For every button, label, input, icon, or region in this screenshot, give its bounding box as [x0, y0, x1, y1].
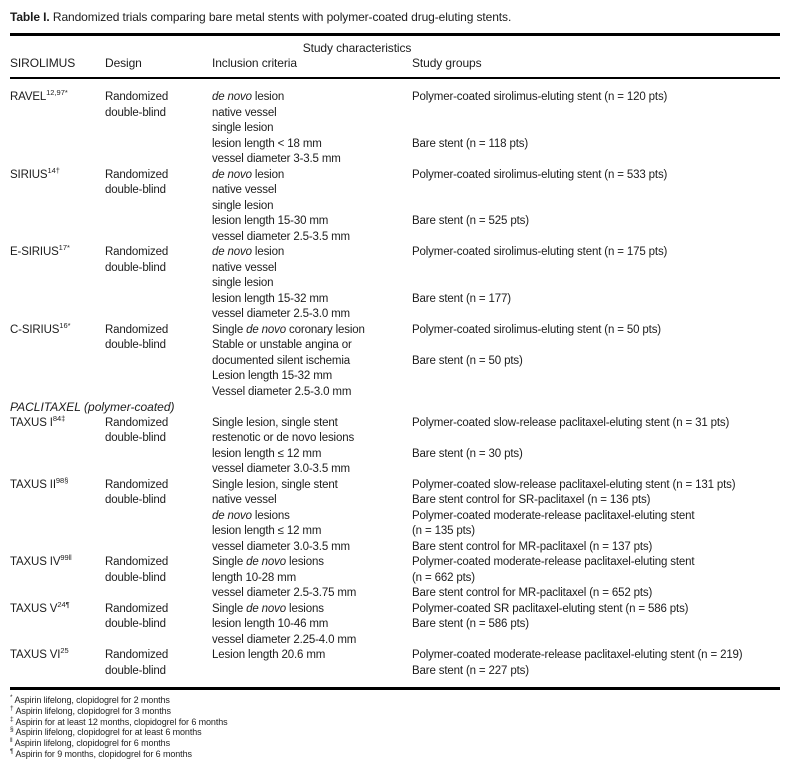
column-header-row	[10, 56, 782, 70]
footnote-marker: ¶	[10, 747, 14, 755]
study-group-line: Bare stent control for SR-paclitaxel (n = 136 pts)	[412, 494, 651, 506]
study-group-line	[412, 199, 782, 215]
study-group-line	[412, 369, 782, 385]
table-row	[10, 599, 782, 649]
study-group-line: Bare stent (n = 30 pts)	[412, 447, 523, 460]
design-line: Randomized	[105, 246, 169, 258]
trial-name: TAXUS IV	[10, 556, 61, 568]
inclusion-line: native vessel	[212, 494, 277, 506]
inclusion-line: vessel diameter 2.25-4.0 mm	[212, 633, 357, 646]
design-line: double-blind	[105, 432, 166, 444]
study-group-line: Polymer-coated sirolimus-eluting stent (n = 175 pts)	[412, 246, 668, 258]
cell-design	[105, 602, 212, 649]
inclusion-line: native vessel	[212, 261, 277, 274]
inclusion-line: vessel diameter 3.0-3.5 mm	[212, 540, 350, 553]
footnote-marker: *	[10, 694, 13, 701]
table-body	[10, 90, 782, 679]
cell-inclusion-criteria	[212, 602, 412, 649]
design-line: double-blind	[105, 664, 166, 677]
study-group-line: Bare stent (n = 525 pts)	[412, 215, 529, 227]
design-line: double-blind	[105, 106, 166, 119]
trial-name: TAXUS V	[10, 602, 58, 615]
trial-name: TAXUS I	[10, 416, 53, 429]
cell-design	[105, 168, 212, 246]
study-group-line	[412, 276, 782, 292]
trial-reference-superscript: 12,97*	[46, 88, 68, 98]
inclusion-line: single lesion	[212, 122, 274, 134]
inclusion-line	[212, 664, 412, 680]
study-group-line	[412, 462, 782, 478]
study-group-line: Bare stent (n = 118 pts)	[412, 137, 529, 150]
trial-name: RAVEL	[10, 91, 47, 103]
inclusion-line: lesion length < 18 mm	[212, 137, 322, 150]
inclusion-line: restenotic or de novo lesions	[212, 432, 355, 444]
trial-reference-superscript: 98§	[55, 475, 69, 485]
study-group-line: Bare stent (n = 227 pts)	[412, 664, 529, 677]
study-group-line: Polymer-coated SR paclitaxel-eluting stent (n = 586 pts)	[412, 602, 689, 615]
design-line: Randomized	[105, 91, 169, 103]
footnote-text: Aspirin lifelong, clopidogrel for 3 months	[15, 705, 171, 716]
inclusion-line: Lesion length 15-32 mm	[212, 370, 333, 382]
design-line: double-blind	[105, 571, 166, 584]
footnote	[10, 717, 782, 728]
inclusion-line: lesion length 15-32 mm	[212, 292, 329, 305]
table-row	[10, 320, 782, 401]
cell-design	[105, 90, 212, 168]
study-group-line	[412, 338, 782, 354]
table-row	[10, 648, 782, 679]
design-line: Randomized	[105, 323, 169, 336]
footnote-marker: §	[10, 726, 14, 734]
cell-study-groups	[412, 323, 782, 401]
inclusion-line: Single lesion, single stent	[212, 478, 338, 491]
cell-trial-name	[10, 555, 105, 602]
cell-study-groups	[412, 245, 782, 323]
design-line: double-blind	[105, 494, 166, 506]
design-line: Randomized	[105, 556, 169, 568]
cell-trial-name	[10, 320, 105, 401]
design-line: double-blind	[105, 184, 166, 196]
inclusion-line: Single de novo coronary lesion	[212, 323, 365, 336]
column-header-design: Design	[105, 56, 142, 70]
column-header-inclusion: Inclusion criteria	[212, 56, 297, 70]
table-caption	[10, 10, 782, 24]
inclusion-line: lesion length ≤ 12 mm	[212, 447, 322, 460]
cell-trial-name	[10, 599, 105, 649]
cell-design	[105, 555, 212, 602]
inclusion-line: vessel diameter 2.5-3.0 mm	[212, 308, 350, 320]
study-group-line	[412, 385, 782, 401]
inclusion-line: native vessel	[212, 106, 277, 119]
cell-study-groups	[412, 90, 782, 168]
study-group-line	[412, 633, 782, 649]
inclusion-line: Vessel diameter 2.5-3.0 mm	[212, 385, 352, 398]
trial-reference-superscript: 24¶	[57, 599, 70, 609]
cell-study-groups	[412, 602, 782, 649]
study-group-line: Polymer-coated sirolimus-eluting stent (n = 120 pts)	[412, 91, 668, 103]
inclusion-line: de novo lesion	[212, 91, 285, 103]
inclusion-line: single lesion	[212, 277, 274, 289]
study-group-line: Bare stent control for MR-paclitaxel (n = 652 pts)	[412, 587, 653, 599]
inclusion-line: Single lesion, single stent	[212, 416, 338, 429]
design-line: Randomized	[105, 602, 169, 615]
study-group-line	[412, 183, 782, 199]
spanner-header: Study characteristics	[302, 41, 412, 55]
trial-reference-superscript: 99‖	[60, 553, 72, 563]
study-group-line	[412, 230, 782, 246]
study-group-line	[412, 121, 782, 137]
table-row	[10, 165, 782, 246]
study-group-line: (n = 135 pts)	[412, 525, 475, 537]
inclusion-line: lesion length 15-30 mm	[212, 215, 329, 227]
cell-inclusion-criteria	[212, 168, 412, 246]
trial-name: TAXUS II	[10, 478, 56, 491]
table-row	[10, 555, 782, 602]
cell-trial-name	[10, 90, 105, 168]
cell-design	[105, 323, 212, 401]
table-row	[10, 90, 782, 168]
footnote	[10, 749, 782, 760]
inclusion-line: vessel diameter 2.5-3.75 mm	[212, 587, 357, 599]
study-group-line: Bare stent (n = 586 pts)	[412, 618, 529, 630]
study-group-line	[412, 431, 782, 447]
footnote-text: Aspirin lifelong, clopidogrel for at least 6 months	[15, 727, 202, 738]
cell-trial-name	[10, 475, 105, 556]
cell-trial-name	[10, 413, 105, 478]
footnote-text: Aspirin for at least 12 months, clopidogrel for 6 months	[15, 716, 228, 727]
cell-study-groups	[412, 555, 782, 602]
footnote	[10, 706, 782, 717]
trial-name: SIRIUS	[10, 168, 48, 181]
study-group-line: Polymer-coated slow-release paclitaxel-eluting stent (n = 31 pts)	[412, 416, 730, 429]
inclusion-line: Single de novo lesions	[212, 556, 324, 568]
trial-reference-superscript: 17*	[58, 243, 70, 253]
cell-inclusion-criteria	[212, 416, 412, 478]
trial-reference-superscript: 14†	[47, 165, 60, 175]
inclusion-line: Stable or unstable angina or	[212, 339, 352, 351]
design-line: Randomized	[105, 649, 169, 661]
cell-design	[105, 416, 212, 478]
footnote-text: Aspirin for 9 months, clopidogrel for 6 months	[15, 748, 192, 759]
design-line: double-blind	[105, 339, 166, 351]
trial-name: TAXUS VI	[10, 649, 61, 661]
table-caption-label: Table I.	[10, 10, 50, 24]
cell-inclusion-criteria	[212, 90, 412, 168]
inclusion-line: vessel diameter 3.0-3.5 mm	[212, 463, 350, 475]
trial-reference-superscript: 84‡	[52, 413, 66, 423]
trial-reference-superscript: 25	[60, 646, 69, 656]
cell-trial-name	[10, 165, 105, 246]
inclusion-line: lesion length ≤ 12 mm	[212, 525, 322, 537]
inclusion-line: documented silent ischemia	[212, 354, 351, 367]
bottom-rule	[10, 687, 780, 690]
inclusion-line: vessel diameter 3-3.5 mm	[212, 153, 341, 165]
cell-study-groups	[412, 478, 782, 556]
footnote	[10, 738, 782, 749]
cell-trial-name	[10, 245, 105, 323]
inclusion-line: lesion length 10-46 mm	[212, 618, 329, 630]
cell-inclusion-criteria	[212, 478, 412, 556]
study-group-line: Polymer-coated slow-release paclitaxel-eluting stent (n = 131 pts)	[412, 478, 736, 491]
footnote	[10, 695, 782, 706]
table-row	[10, 245, 782, 323]
cell-trial-name	[10, 648, 105, 679]
column-header-groups: Study groups	[412, 56, 482, 70]
study-group-line	[412, 261, 782, 277]
cell-study-groups	[412, 648, 782, 679]
inclusion-line: native vessel	[212, 184, 277, 196]
inclusion-line: Single de novo lesions	[212, 602, 324, 615]
cell-design	[105, 648, 212, 679]
study-group-line	[412, 152, 782, 168]
header-rule	[10, 77, 780, 79]
footnote-marker: ‖	[10, 737, 13, 745]
cell-inclusion-criteria	[212, 323, 412, 401]
bottom-gap	[10, 679, 782, 687]
inclusion-line: single lesion	[212, 199, 274, 212]
section-header-row: PACLITAXEL (polymer-coated)	[10, 400, 175, 414]
cell-study-groups	[412, 168, 782, 246]
study-group-line: Bare stent (n = 177)	[412, 292, 511, 305]
study-group-line: Polymer-coated sirolimus-eluting stent (n = 533 pts)	[412, 168, 668, 181]
footnote	[10, 727, 782, 738]
design-line: double-blind	[105, 261, 166, 274]
design-line: Randomized	[105, 478, 169, 491]
design-line: Randomized	[105, 168, 169, 181]
inclusion-line: de novo lesions	[212, 509, 290, 522]
study-group-line: Polymer-coated sirolimus-eluting stent (n = 50 pts)	[412, 323, 661, 336]
study-group-line: Bare stent control for MR-paclitaxel (n = 137 pts)	[412, 540, 653, 553]
top-rule	[10, 33, 780, 36]
study-group-line	[412, 307, 782, 323]
cell-inclusion-criteria	[212, 245, 412, 323]
cell-inclusion-criteria	[212, 648, 412, 679]
inclusion-line: length 10-28 mm	[212, 571, 297, 584]
inclusion-line: Lesion length 20.6 mm	[212, 649, 326, 661]
study-group-line: Polymer-coated moderate-release paclitaxel-eluting stent	[412, 509, 695, 522]
cell-design	[105, 245, 212, 323]
cell-inclusion-criteria	[212, 555, 412, 602]
footnotes	[10, 695, 782, 760]
study-group-line	[412, 106, 782, 122]
design-line: Randomized	[105, 416, 169, 429]
trial-name: C-SIRIUS	[10, 323, 60, 336]
footnote-text: Aspirin lifelong, clopidogrel for 6 months	[14, 738, 170, 749]
inclusion-line: vessel diameter 2.5-3.5 mm	[212, 230, 350, 243]
table-caption-text: Randomized trials comparing bare metal stents with polymer-coated drug-eluting stents.	[49, 10, 512, 24]
design-line: double-blind	[105, 618, 166, 630]
table-row	[10, 413, 782, 478]
study-group-line: (n = 662 pts)	[412, 571, 475, 584]
trial-reference-superscript: 16*	[59, 320, 71, 330]
trial-name: E-SIRIUS	[10, 246, 59, 258]
inclusion-line: de novo lesion	[212, 246, 285, 258]
table-row	[10, 475, 782, 556]
cell-design	[105, 478, 212, 556]
footnote-text: Aspirin lifelong, clopidogrel for 2 months	[14, 695, 170, 705]
footnote-marker: ‡	[10, 715, 14, 723]
study-group-line: Bare stent (n = 50 pts)	[412, 354, 523, 367]
cell-study-groups	[412, 416, 782, 478]
column-header-trial: SIROLIMUS	[10, 56, 76, 70]
footnote-marker: †	[10, 704, 14, 712]
study-group-line: Polymer-coated moderate-release paclitaxel-eluting stent	[412, 556, 695, 568]
study-group-line: Polymer-coated moderate-release paclitaxel-eluting stent (n = 219)	[412, 649, 743, 661]
inclusion-line: de novo lesion	[212, 168, 285, 181]
